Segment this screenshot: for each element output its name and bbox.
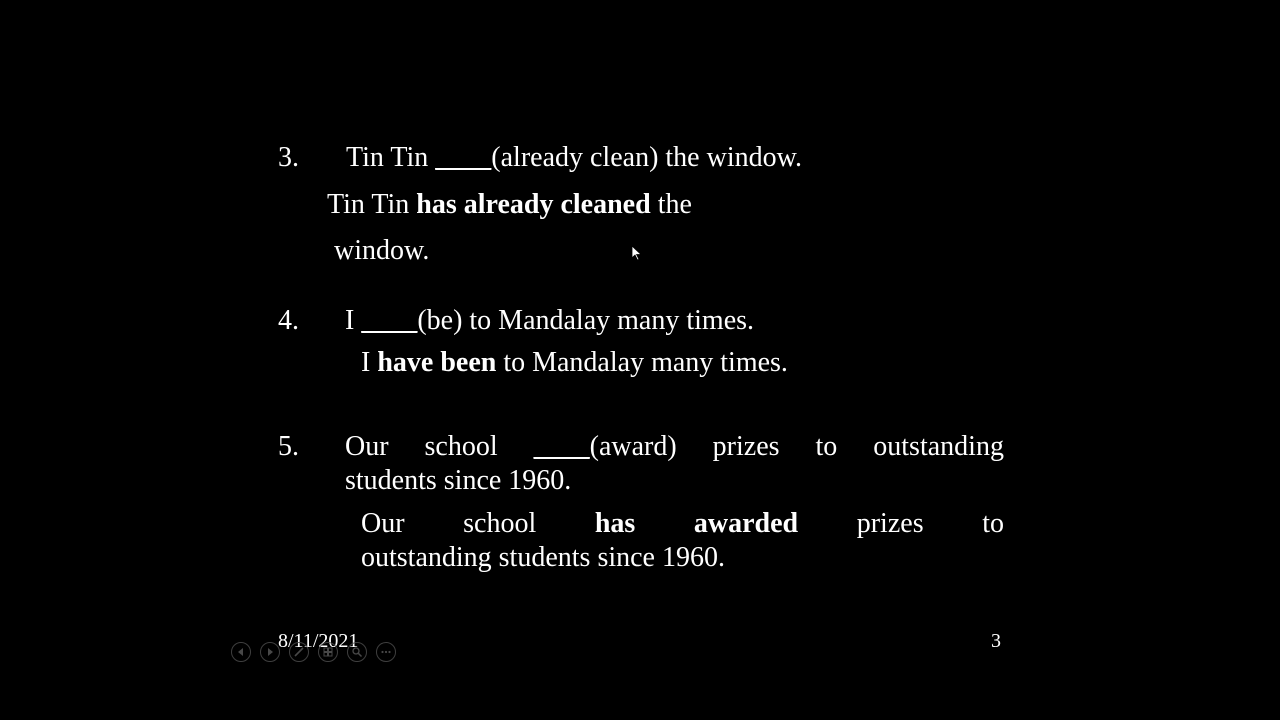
more-options-icon — [380, 646, 392, 658]
item-3-answer-line2: window. — [334, 235, 430, 266]
zoom-icon — [351, 646, 363, 658]
item-4-number: 4. — [278, 305, 299, 336]
item-5-blank: ____ — [533, 431, 590, 462]
previous-slide-icon — [236, 647, 246, 657]
item-5-question-line2: students since 1960. — [345, 465, 572, 496]
item-5-question-line1: Our school ____(award) prizes to outstanding — [345, 431, 1004, 462]
slides-grid-icon — [322, 646, 334, 658]
item-4-answer: I have been to Mandalay many times. — [361, 347, 788, 378]
item-4-answer-verb: have been — [377, 347, 497, 378]
pen-button[interactable] — [289, 642, 309, 662]
pen-icon — [293, 646, 305, 658]
more-options-button[interactable] — [376, 642, 396, 662]
next-slide-button[interactable] — [260, 642, 280, 662]
slide-page-number: 3 — [991, 630, 1001, 652]
item-5-answer-verb-1: has — [594, 508, 636, 539]
item-5-number: 5. — [278, 431, 299, 462]
item-4-question: I ____(be) to Mandalay many times. — [345, 305, 755, 336]
slideshow-controls — [231, 642, 396, 662]
item-3-answer-verb: has already cleaned — [416, 189, 651, 220]
item-3-blank: ____ — [435, 142, 492, 173]
zoom-button[interactable] — [347, 642, 367, 662]
mouse-cursor-icon — [632, 246, 642, 262]
next-slide-icon — [265, 647, 275, 657]
item-3-number: 3. — [278, 142, 299, 173]
item-5-answer-verb-2: awarded — [693, 508, 799, 539]
slide-date: 8/11/2021 — [278, 630, 359, 652]
item-4-blank: ____ — [361, 305, 418, 336]
see-all-slides-button[interactable] — [318, 642, 338, 662]
item-3-answer-line1: Tin Tin has already cleaned the — [327, 189, 692, 220]
item-3-question: Tin Tin ____(already clean) the window. — [346, 142, 803, 173]
item-5-answer-line2: outstanding students since 1960. — [361, 542, 725, 573]
previous-slide-button[interactable] — [231, 642, 251, 662]
item-5-answer-line1: Our school has awarded prizes to — [361, 508, 1004, 539]
